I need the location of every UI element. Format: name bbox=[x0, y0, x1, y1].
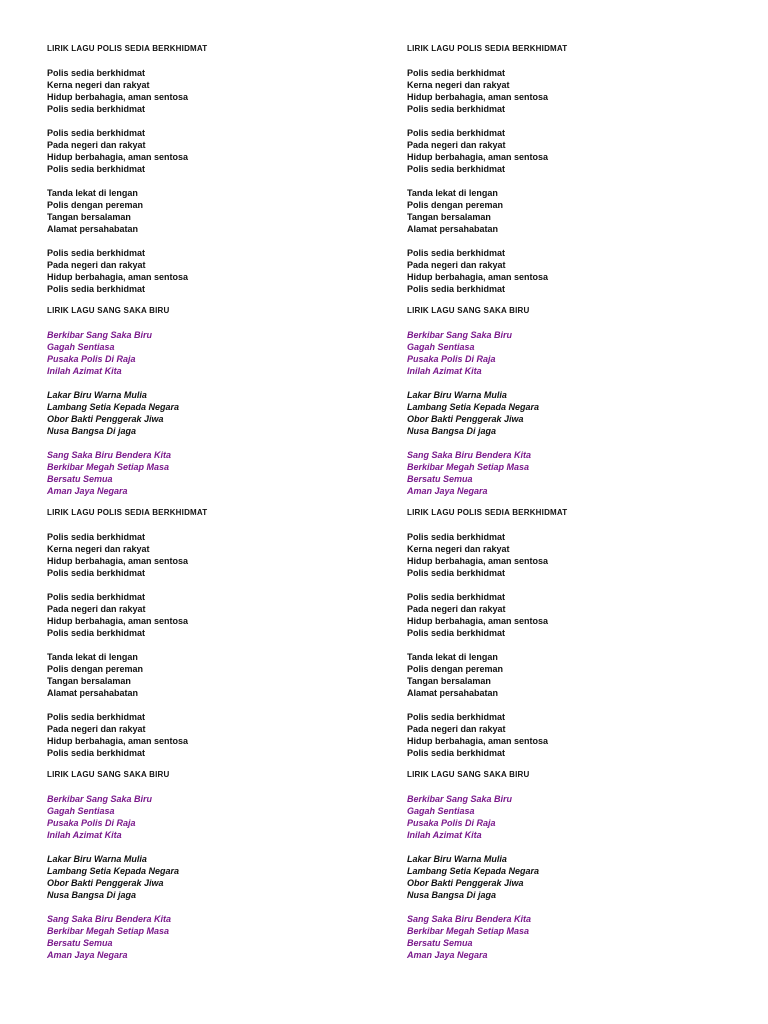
police-stanza-2 bbox=[47, 127, 367, 175]
lyric-line: Polis sedia berkhidmat bbox=[47, 532, 146, 542]
police-stanza-3 bbox=[47, 187, 367, 235]
lyric-line: Hidup berbahagia, aman sentosa bbox=[407, 272, 549, 282]
lyric-line: Polis sedia berkhidmat bbox=[407, 68, 506, 78]
lyric-line: Gagah Sentiasa bbox=[407, 806, 475, 816]
lyric-line: Polis sedia berkhidmat bbox=[47, 128, 146, 138]
lyric-line: Sang Saka Biru Bendera Kita bbox=[407, 450, 532, 460]
lyric-line: Polis sedia berkhidmat bbox=[407, 104, 506, 114]
lyric-line: Polis dengan pereman bbox=[407, 664, 504, 674]
lyric-line: Obor Bakti Penggerak Jiwa bbox=[407, 414, 524, 424]
lyric-line: Hidup berbahagia, aman sentosa bbox=[47, 736, 189, 746]
police-stanza-4 bbox=[47, 247, 367, 295]
lyric-line: Hidup berbahagia, aman sentosa bbox=[407, 736, 549, 746]
lyric-line: Berkibar Megah Setiap Masa bbox=[47, 926, 170, 936]
lyric-line: Inilah Azimat Kita bbox=[47, 366, 122, 376]
lyric-line: Obor Bakti Penggerak Jiwa bbox=[47, 414, 164, 424]
saka-song-block bbox=[407, 305, 727, 497]
lyric-line: Berkibar Sang Saka Biru bbox=[407, 794, 513, 804]
lyric-line: Tanda lekat di lengan bbox=[47, 652, 138, 662]
lyric-line: Nusa Bangsa Di jaga bbox=[47, 426, 137, 436]
police-stanza-1 bbox=[47, 531, 367, 579]
lyric-line: Polis sedia berkhidmat bbox=[47, 68, 146, 78]
lyric-line: Lakar Biru Warna Mulia bbox=[47, 390, 147, 400]
saka-song-block bbox=[407, 769, 727, 961]
saka-song-title: LIRIK LAGU SANG SAKA BIRU bbox=[407, 306, 530, 315]
lyric-line: Tangan bersalaman bbox=[47, 212, 131, 222]
lyric-line: Hidup berbahagia, aman sentosa bbox=[47, 92, 189, 102]
lyric-line: Polis sedia berkhidmat bbox=[407, 628, 506, 638]
police-stanza-1 bbox=[407, 67, 727, 115]
lyric-line: Obor Bakti Penggerak Jiwa bbox=[47, 878, 164, 888]
lyric-line: Hidup berbahagia, aman sentosa bbox=[407, 92, 549, 102]
lyric-line: Polis sedia berkhidmat bbox=[407, 712, 506, 722]
police-stanza-3 bbox=[407, 651, 727, 699]
saka-song-title: LIRIK LAGU SANG SAKA BIRU bbox=[47, 306, 170, 315]
lyric-line: Berkibar Sang Saka Biru bbox=[47, 330, 153, 340]
saka-stanza-1 bbox=[407, 329, 727, 377]
police-song-block bbox=[407, 507, 727, 759]
lyric-line: Lambang Setia Kepada Negara bbox=[47, 402, 180, 412]
saka-song-block bbox=[47, 305, 367, 497]
lyric-line: Pada negeri dan rakyat bbox=[407, 724, 506, 734]
lyric-line: Berkibar Megah Setiap Masa bbox=[407, 462, 530, 472]
lyric-line: Tanda lekat di lengan bbox=[407, 652, 498, 662]
lyric-line: Polis sedia berkhidmat bbox=[407, 248, 506, 258]
lyric-line: Polis sedia berkhidmat bbox=[47, 104, 146, 114]
lyric-line: Sang Saka Biru Bendera Kita bbox=[47, 914, 172, 924]
lyric-line: Hidup berbahagia, aman sentosa bbox=[407, 616, 549, 626]
saka-stanza-2 bbox=[47, 853, 367, 901]
police-stanza-4 bbox=[407, 711, 727, 759]
lyric-line: Polis sedia berkhidmat bbox=[47, 284, 146, 294]
saka-stanza-1 bbox=[47, 329, 367, 377]
lyric-line: Polis sedia berkhidmat bbox=[47, 568, 146, 578]
lyric-line: Polis dengan pereman bbox=[407, 200, 504, 210]
police-song-block bbox=[47, 507, 367, 759]
lyric-line: Hidup berbahagia, aman sentosa bbox=[407, 152, 549, 162]
lyric-line: Pada negeri dan rakyat bbox=[47, 724, 146, 734]
lyric-line: Bersatu Semua bbox=[47, 474, 113, 484]
lyric-line: Polis sedia berkhidmat bbox=[407, 568, 506, 578]
saka-stanza-1 bbox=[407, 793, 727, 841]
lyric-line: Alamat persahabatan bbox=[407, 224, 499, 234]
lyric-line: Aman Jaya Negara bbox=[47, 486, 128, 496]
saka-stanza-3 bbox=[47, 449, 367, 497]
lyric-line: Lakar Biru Warna Mulia bbox=[47, 854, 147, 864]
lyric-line: Inilah Azimat Kita bbox=[47, 830, 122, 840]
saka-stanza-3 bbox=[407, 449, 727, 497]
lyric-line: Lakar Biru Warna Mulia bbox=[407, 854, 507, 864]
police-song-title: LIRIK LAGU POLIS SEDIA BERKHIDMAT bbox=[407, 44, 568, 53]
lyric-line: Hidup berbahagia, aman sentosa bbox=[47, 556, 189, 566]
lyric-line: Hidup berbahagia, aman sentosa bbox=[47, 152, 189, 162]
lyric-line: Nusa Bangsa Di jaga bbox=[407, 426, 497, 436]
lyric-line: Tangan bersalaman bbox=[407, 212, 491, 222]
police-song-title: LIRIK LAGU POLIS SEDIA BERKHIDMAT bbox=[47, 44, 208, 53]
police-stanza-4 bbox=[407, 247, 727, 295]
police-song-block bbox=[407, 43, 727, 295]
lyric-line: Tanda lekat di lengan bbox=[47, 188, 138, 198]
lyric-line: Pusaka Polis Di Raja bbox=[407, 818, 496, 828]
police-song-block bbox=[47, 43, 367, 295]
lyric-line: Polis dengan pereman bbox=[47, 200, 144, 210]
lyric-line: Alamat persahabatan bbox=[47, 224, 139, 234]
lyric-line: Pada negeri dan rakyat bbox=[47, 604, 146, 614]
police-stanza-2 bbox=[407, 127, 727, 175]
lyric-line: Tangan bersalaman bbox=[47, 676, 131, 686]
saka-song-title: LIRIK LAGU SANG SAKA BIRU bbox=[407, 770, 530, 779]
police-song-title: LIRIK LAGU POLIS SEDIA BERKHIDMAT bbox=[47, 508, 208, 517]
lyric-line: Bersatu Semua bbox=[407, 474, 473, 484]
lyric-line: Lambang Setia Kepada Negara bbox=[407, 866, 540, 876]
saka-stanza-2 bbox=[47, 389, 367, 437]
lyric-line: Bersatu Semua bbox=[47, 938, 113, 948]
lyric-line: Alamat persahabatan bbox=[407, 688, 499, 698]
lyric-line: Pusaka Polis Di Raja bbox=[47, 354, 136, 364]
lyric-line: Tanda lekat di lengan bbox=[407, 188, 498, 198]
police-stanza-3 bbox=[47, 651, 367, 699]
lyric-line: Berkibar Sang Saka Biru bbox=[407, 330, 513, 340]
lyric-line: Polis dengan pereman bbox=[47, 664, 144, 674]
lyric-line: Pada negeri dan rakyat bbox=[47, 260, 146, 270]
lyric-line: Polis sedia berkhidmat bbox=[47, 712, 146, 722]
lyric-line: Hidup berbahagia, aman sentosa bbox=[407, 556, 549, 566]
police-stanza-4 bbox=[47, 711, 367, 759]
lyric-line: Polis sedia berkhidmat bbox=[47, 748, 146, 758]
lyric-line: Polis sedia berkhidmat bbox=[407, 284, 506, 294]
lyric-line: Gagah Sentiasa bbox=[47, 342, 115, 352]
lyric-line: Polis sedia berkhidmat bbox=[47, 592, 146, 602]
lyric-line: Polis sedia berkhidmat bbox=[407, 532, 506, 542]
lyric-line: Nusa Bangsa Di jaga bbox=[47, 890, 137, 900]
lyric-line: Inilah Azimat Kita bbox=[407, 830, 482, 840]
saka-stanza-3 bbox=[407, 913, 727, 961]
lyric-line: Polis sedia berkhidmat bbox=[47, 628, 146, 638]
lyric-line: Pada negeri dan rakyat bbox=[407, 260, 506, 270]
lyric-line: Kerna negeri dan rakyat bbox=[47, 80, 150, 90]
lyric-line: Polis sedia berkhidmat bbox=[47, 164, 146, 174]
lyric-line: Gagah Sentiasa bbox=[407, 342, 475, 352]
saka-song-block bbox=[47, 769, 367, 961]
lyric-line: Pusaka Polis Di Raja bbox=[407, 354, 496, 364]
lyric-line: Berkibar Megah Setiap Masa bbox=[407, 926, 530, 936]
lyric-line: Sang Saka Biru Bendera Kita bbox=[47, 450, 172, 460]
lyric-line: Kerna negeri dan rakyat bbox=[47, 544, 150, 554]
lyric-line: Pada negeri dan rakyat bbox=[47, 140, 146, 150]
lyric-line: Kerna negeri dan rakyat bbox=[407, 80, 510, 90]
saka-stanza-1 bbox=[47, 793, 367, 841]
lyric-line: Sang Saka Biru Bendera Kita bbox=[407, 914, 532, 924]
saka-stanza-2 bbox=[407, 853, 727, 901]
lyric-line: Hidup berbahagia, aman sentosa bbox=[47, 616, 189, 626]
lyric-line: Pusaka Polis Di Raja bbox=[47, 818, 136, 828]
lyric-line: Polis sedia berkhidmat bbox=[407, 164, 506, 174]
saka-stanza-2 bbox=[407, 389, 727, 437]
lyric-line: Pada negeri dan rakyat bbox=[407, 604, 506, 614]
lyric-line: Hidup berbahagia, aman sentosa bbox=[47, 272, 189, 282]
police-stanza-1 bbox=[407, 531, 727, 579]
lyric-line: Gagah Sentiasa bbox=[47, 806, 115, 816]
lyric-line: Bersatu Semua bbox=[407, 938, 473, 948]
police-song-title: LIRIK LAGU POLIS SEDIA BERKHIDMAT bbox=[407, 508, 568, 517]
police-stanza-2 bbox=[407, 591, 727, 639]
saka-song-title: LIRIK LAGU SANG SAKA BIRU bbox=[47, 770, 170, 779]
lyric-line: Polis sedia berkhidmat bbox=[407, 128, 506, 138]
police-stanza-1 bbox=[47, 67, 367, 115]
lyric-line: Lakar Biru Warna Mulia bbox=[407, 390, 507, 400]
lyric-line: Lambang Setia Kepada Negara bbox=[47, 866, 180, 876]
lyric-line: Tangan bersalaman bbox=[407, 676, 491, 686]
police-stanza-2 bbox=[47, 591, 367, 639]
lyric-line: Pada negeri dan rakyat bbox=[407, 140, 506, 150]
lyric-line: Berkibar Megah Setiap Masa bbox=[47, 462, 170, 472]
lyric-line: Nusa Bangsa Di jaga bbox=[407, 890, 497, 900]
lyric-line: Alamat persahabatan bbox=[47, 688, 139, 698]
lyric-line: Polis sedia berkhidmat bbox=[47, 248, 146, 258]
lyric-line: Polis sedia berkhidmat bbox=[407, 748, 506, 758]
lyric-line: Berkibar Sang Saka Biru bbox=[47, 794, 153, 804]
saka-stanza-3 bbox=[47, 913, 367, 961]
lyric-line: Kerna negeri dan rakyat bbox=[407, 544, 510, 554]
lyric-line: Aman Jaya Negara bbox=[47, 950, 128, 960]
lyric-line: Inilah Azimat Kita bbox=[407, 366, 482, 376]
lyric-line: Polis sedia berkhidmat bbox=[407, 592, 506, 602]
police-stanza-3 bbox=[407, 187, 727, 235]
lyric-line: Aman Jaya Negara bbox=[407, 950, 488, 960]
lyric-line: Obor Bakti Penggerak Jiwa bbox=[407, 878, 524, 888]
lyric-line: Lambang Setia Kepada Negara bbox=[407, 402, 540, 412]
lyric-line: Aman Jaya Negara bbox=[407, 486, 488, 496]
